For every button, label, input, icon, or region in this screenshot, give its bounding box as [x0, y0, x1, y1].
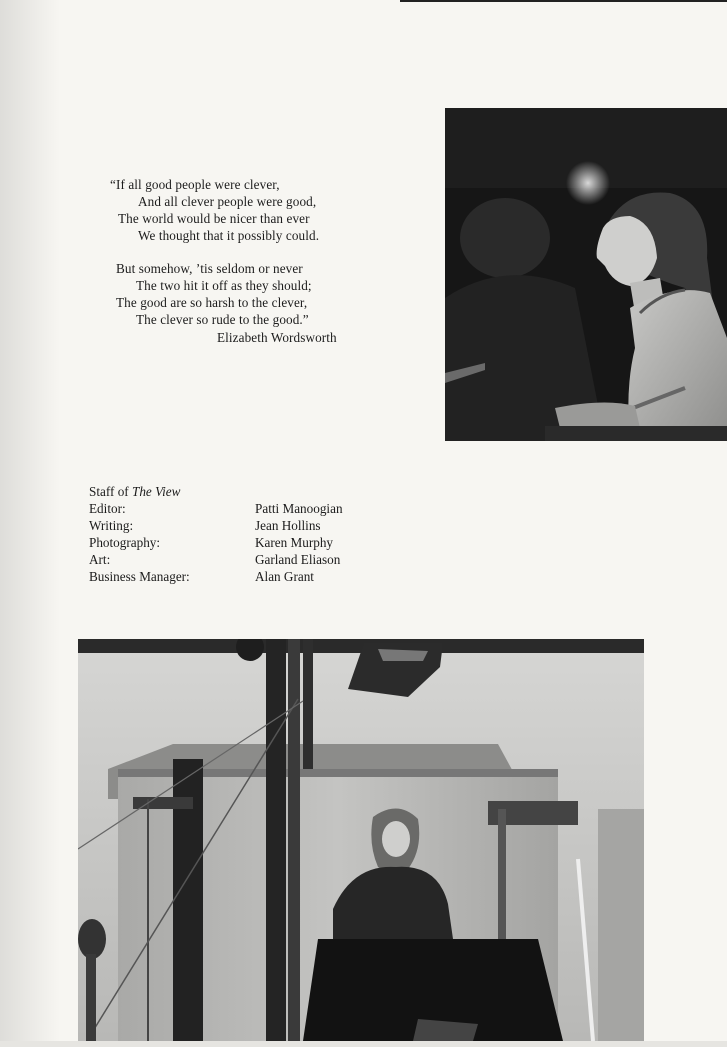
poem-line: The good are so harsh to the clever, — [116, 295, 308, 310]
photo-studio-portrait — [78, 639, 644, 1041]
staff-member: Jean Hollins — [255, 518, 321, 533]
staff-role: Business Manager: — [89, 569, 190, 584]
page-top-edge — [400, 0, 727, 2]
staff-role: Writing: — [89, 518, 134, 533]
photo-student-profile — [445, 108, 727, 441]
poem-author: Elizabeth Wordsworth — [217, 330, 337, 345]
poem-line: The clever so rude to the good.” — [136, 312, 309, 327]
staff-heading-title: The View — [131, 484, 181, 499]
poem-stanza-1 — [96, 176, 396, 244]
staff-member: Garland Eliason — [255, 552, 341, 567]
staff-heading-prefix: Staff of — [89, 484, 132, 499]
staff-member: Patti Manoogian — [255, 501, 343, 516]
poem-quote — [96, 176, 396, 362]
staff-member: Karen Murphy — [255, 535, 334, 550]
poem-line: “If all good people were clever, — [110, 177, 280, 192]
poem-line: And all clever people were good, — [138, 194, 317, 209]
staff-row — [89, 534, 389, 551]
staff-role: Editor: — [89, 501, 126, 516]
poem-line: The world would be nicer than ever — [118, 211, 310, 226]
staff-credits — [89, 483, 389, 585]
photo-studio-portrait-image — [78, 639, 644, 1041]
staff-member: Alan Grant — [255, 569, 314, 584]
staff-role: Art: — [89, 552, 111, 567]
poem-stanza-2 — [96, 260, 396, 346]
page-bottom-edge — [0, 1041, 727, 1047]
poem-line: The two hit it off as they should; — [136, 278, 312, 293]
staff-role: Photography: — [89, 535, 161, 550]
staff-row — [89, 568, 389, 585]
staff-row — [89, 500, 389, 517]
staff-row — [89, 551, 389, 568]
staff-row — [89, 517, 389, 534]
poem-line: But somehow, ’tis seldom or never — [116, 261, 303, 276]
photo-student-profile-image — [445, 108, 727, 441]
poem-line: We thought that it possibly could. — [138, 228, 320, 243]
staff-heading — [89, 483, 389, 500]
page-gutter-shadow — [0, 0, 60, 1047]
